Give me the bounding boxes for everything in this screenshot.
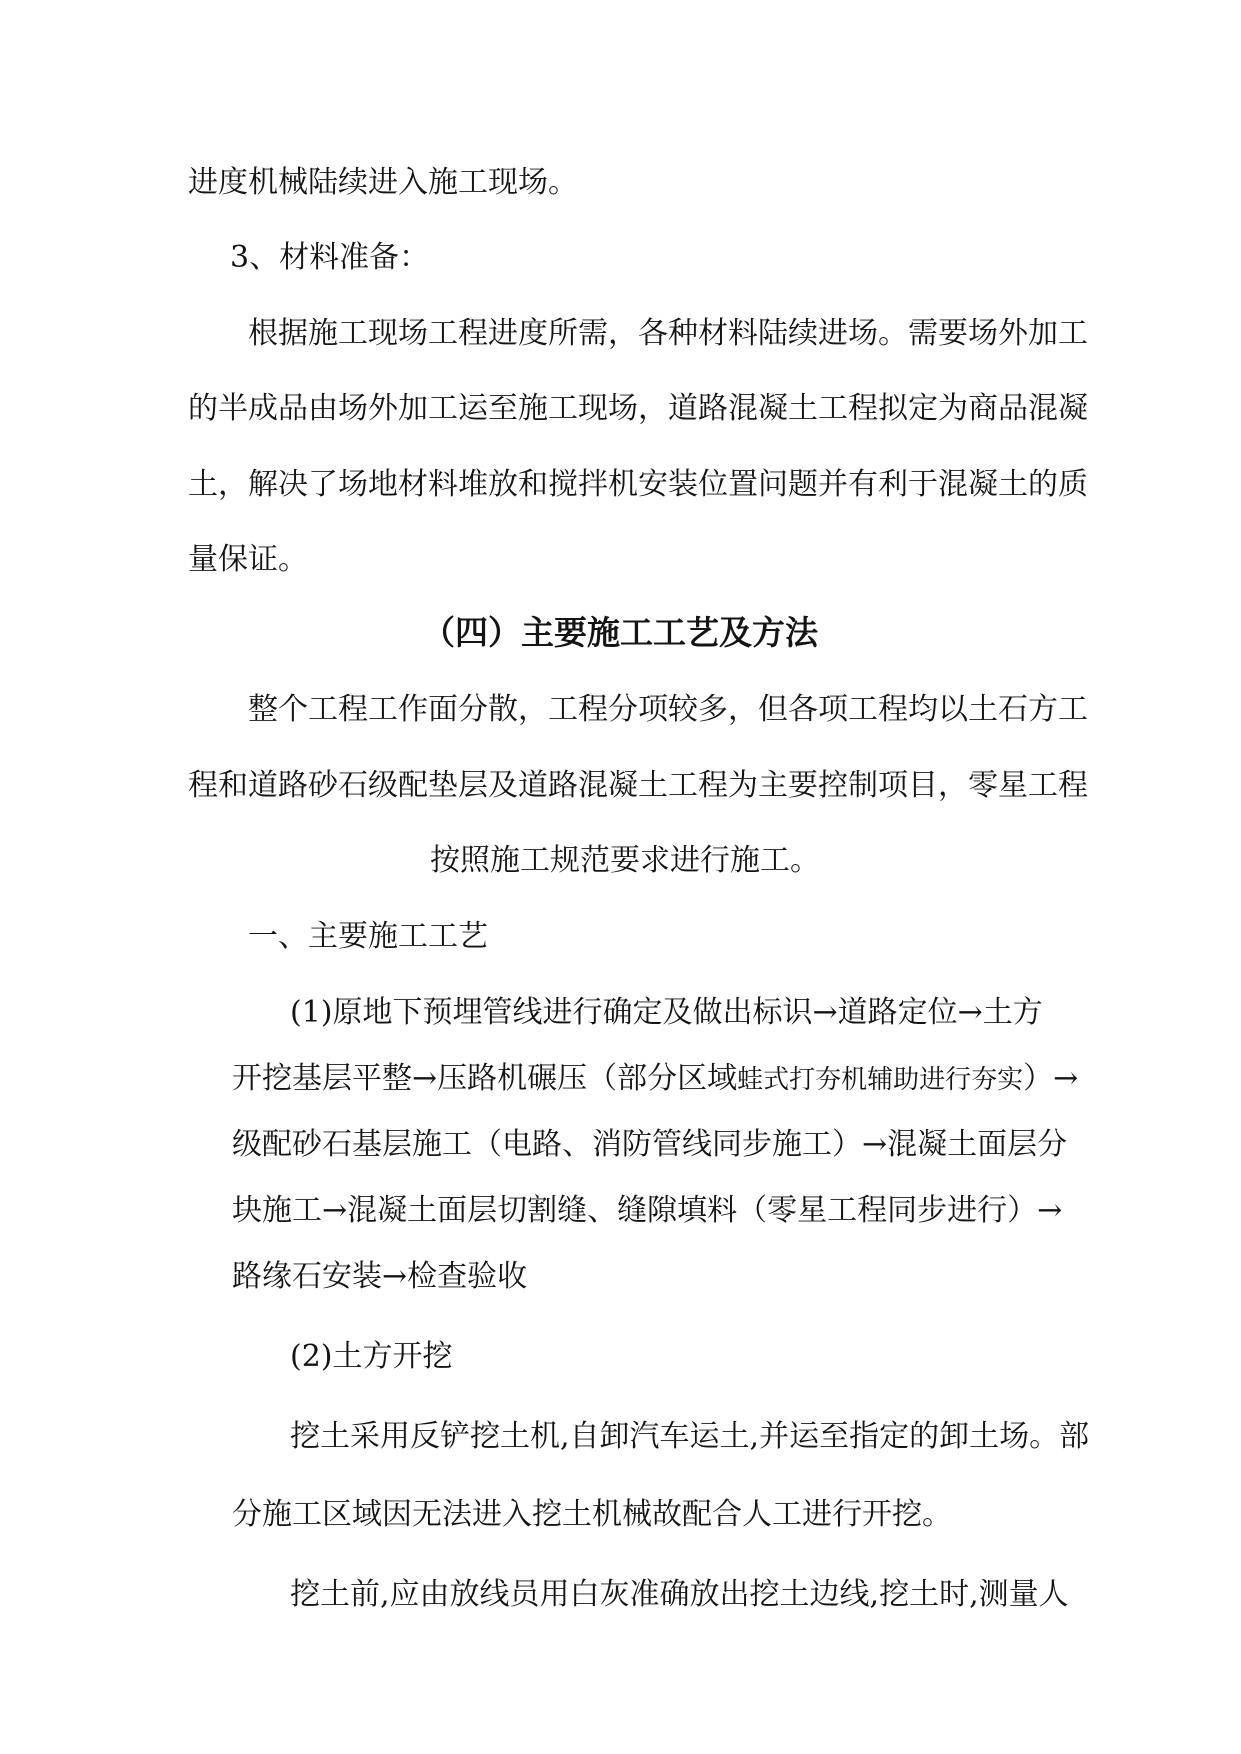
text-span: 开挖基层平整→压路机碾压（部分区域 <box>232 1061 738 1096</box>
paragraph-line: 按照施工规范要求进行施工。 <box>430 843 820 878</box>
paragraph-line: 分施工区域因无法进入挖土机械故配合人工进行开挖。 <box>232 1497 952 1532</box>
text-span: ）→ <box>1023 1061 1079 1096</box>
paragraph-line: 级配砂石基层施工（电路、消防管线同步施工）→混凝土面层分 <box>232 1127 1068 1162</box>
subsection-heading: (2)土方开挖 <box>290 1339 453 1374</box>
section-heading: （四）主要施工工艺及方法 <box>422 613 818 652</box>
subsection-heading: 一、主要施工工艺 <box>248 919 488 954</box>
paragraph-line <box>232 1059 1078 1100</box>
paragraph-line: 土，解决了场地材料堆放和搅拌机安装位置问题并有利于混凝土的质 <box>188 467 1088 502</box>
paragraph-line: 挖土前,应由放线员用白灰准确放出挖土边线,挖土时,测量人 <box>290 1577 1069 1612</box>
paragraph-line: 整个工程工作面分散，工程分项较多，但各项工程均以土石方工 <box>248 692 1088 727</box>
paragraph-line: (1)原地下预埋管线进行确定及做出标识→道路定位→土方 <box>290 995 1043 1030</box>
paragraph-line: 量保证。 <box>188 542 308 577</box>
section-subtitle: 3、材料准备： <box>230 240 430 275</box>
paragraph-line: 根据施工现场工程进度所需，各种材料陆续进场。需要场外加工 <box>248 316 1088 351</box>
paragraph-line: 块施工→混凝土面层切割缝、缝隙填料（零星工程同步进行）→ <box>232 1193 1063 1228</box>
paragraph-line: 的半成品由场外加工运至施工现场，道路混凝土工程拟定为商品混凝 <box>188 391 1088 426</box>
paragraph-line: 程和道路砂石级配垫层及道路混凝土工程为主要控制项目，零星工程 <box>188 768 1088 803</box>
paragraph-line: 挖土采用反铲挖土机,自卸汽车运土,并运至指定的卸土场。部 <box>290 1419 1090 1454</box>
paragraph-line: 进度机械陆续进入施工现场。 <box>188 165 578 200</box>
text-span-small: 蛙式打夯机辅助进行夯实 <box>737 1065 1024 1095</box>
paragraph-line: 路缘石安装→检查验收 <box>232 1259 528 1294</box>
